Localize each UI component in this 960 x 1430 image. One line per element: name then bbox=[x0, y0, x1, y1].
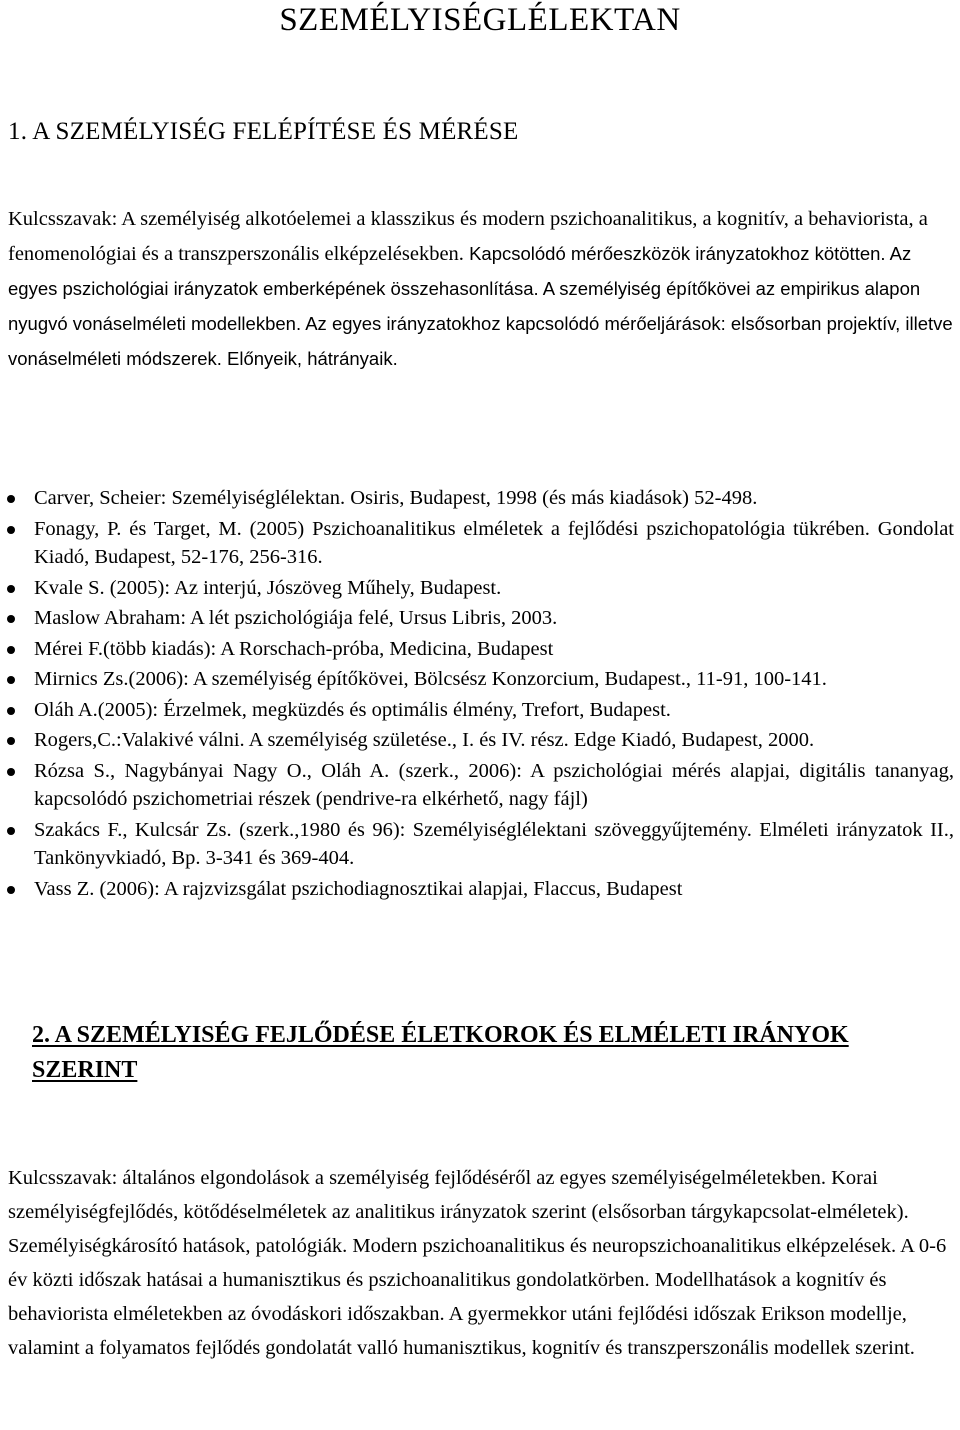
bullet-icon bbox=[7, 707, 15, 715]
section-1-heading: 1. A SZEMÉLYISÉG FELÉPÍTÉSE ÉS MÉRÉSE bbox=[8, 118, 519, 145]
reference-item: Kvale S. (2005): Az interjú, Jószöveg Műhely, Budapest. bbox=[0, 574, 960, 603]
section-2-heading: 2. A SZEMÉLYISÉG FEJLŐDÉSE ÉLETKOROK ÉS ELMÉLETI IRÁNYOK SZERINT bbox=[32, 1022, 849, 1083]
bullet-icon bbox=[7, 676, 15, 684]
reference-item: Szakács F., Kulcsár Zs. (szerk.,1980 és 96): Személyiséglélektani szöveggyűjtemény. Elméleti irányzatok II., Tankönyvkiadó, Bp. 3-341 és 369-404. bbox=[0, 816, 960, 873]
reference-item: Rogers,C.:Valakivé válni. A személyiség születése., I. és IV. rész. Edge Kiadó, Budapest, 2000. bbox=[0, 726, 960, 755]
reference-item: Carver, Scheier: Személyiséglélektan. Osiris, Budapest, 1998 (és más kiadások) 52-498. bbox=[0, 484, 960, 513]
bullet-icon bbox=[7, 768, 15, 776]
bullet-icon bbox=[7, 827, 15, 835]
reference-item: Oláh A.(2005): Érzelmek, megküzdés és optimális élmény, Trefort, Budapest. bbox=[0, 696, 960, 725]
bullet-icon bbox=[7, 646, 15, 654]
reference-list bbox=[0, 484, 960, 903]
reference-item: Maslow Abraham: A lét pszichológiája felé, Ursus Libris, 2003. bbox=[0, 604, 960, 633]
bullet-icon bbox=[7, 495, 15, 503]
bullet-icon bbox=[7, 526, 15, 534]
bullet-icon bbox=[7, 886, 15, 894]
section-1-keywords-part-b: Kapcsolódó mérőeszközök irányzatokhoz kötötten. Az egyes pszichológiai irányzatok emberképének összehasonlítása. A személyiség építőkövei az empirikus alapon nyugvó vonáselméleti modellekben. Az egyes irányzatokhoz kapcsolódó mérőeljárások: elsősorban projektív, illetve vonáselméleti módszerek. Előnyeik, hátrányaik. bbox=[8, 243, 953, 369]
section-2-keywords: Kulcsszavak: általános elgondolások a személyiség fejlődéséről az egyes személyiségelméletekben. Korai személyiségfejlődés, kötődéselméletek az analitikus irányzatok szerint (elsősorban tárgykapcsolat-elméletek). Személyiségkárosító hatások, patológiák. Modern pszichoanalitikus és neuropszichoanalitikus elképzelések. A 0-6 év közti időszak hatásai a humanisztikus és pszichoanalitikus gondolatkörben. Modellhatások a kognitív és behaviorista elméletekben az óvodáskori időszakban. A gyermekkor utáni fejlődési időszak Erikson modellje, valamint a folyamatos fejlődés gondolatát valló humanisztikus, kognitív és transzperszonális modellek szerint. bbox=[8, 1167, 947, 1359]
document-title: SZEMÉLYISÉGLÉLEKTAN bbox=[279, 2, 681, 38]
reference-item: Fonagy, P. és Target, M. (2005) Pszichoanalitikus elméletek a fejlődési pszichopatológia tükrében. Gondolat Kiadó, Budapest, 52-176, 256-316. bbox=[0, 515, 960, 572]
section-1-keywords-part-a: Kulcsszavak: A személyiség alkotóelemei a klasszikus és modern pszichoanalitikus, a kognitív, a behaviorista, a fenomenológiai és a transzperszonális elképzelésekben. bbox=[8, 208, 928, 265]
reference-item: Vass Z. (2006): A rajzvizsgálat pszichodiagnosztikai alapjai, Flaccus, Budapest bbox=[0, 875, 960, 904]
reference-item: Mirnics Zs.(2006): A személyiség építőkövei, Bölcsész Konzorcium, Budapest., 11-91, 100-141. bbox=[0, 665, 960, 694]
bullet-icon bbox=[7, 737, 15, 745]
reference-item: Rózsa S., Nagybányai Nagy O., Oláh A. (szerk., 2006): A pszichológiai mérés alapjai, digitális tananyag, kapcsolódó pszichometriai részek (pendrive-ra elkérhető, nagy fájl) bbox=[0, 757, 960, 814]
reference-item: Mérei F.(több kiadás): A Rorschach-próba, Medicina, Budapest bbox=[0, 635, 960, 664]
bullet-icon bbox=[7, 585, 15, 593]
section-1-keywords bbox=[8, 202, 953, 377]
bullet-icon bbox=[7, 615, 15, 623]
